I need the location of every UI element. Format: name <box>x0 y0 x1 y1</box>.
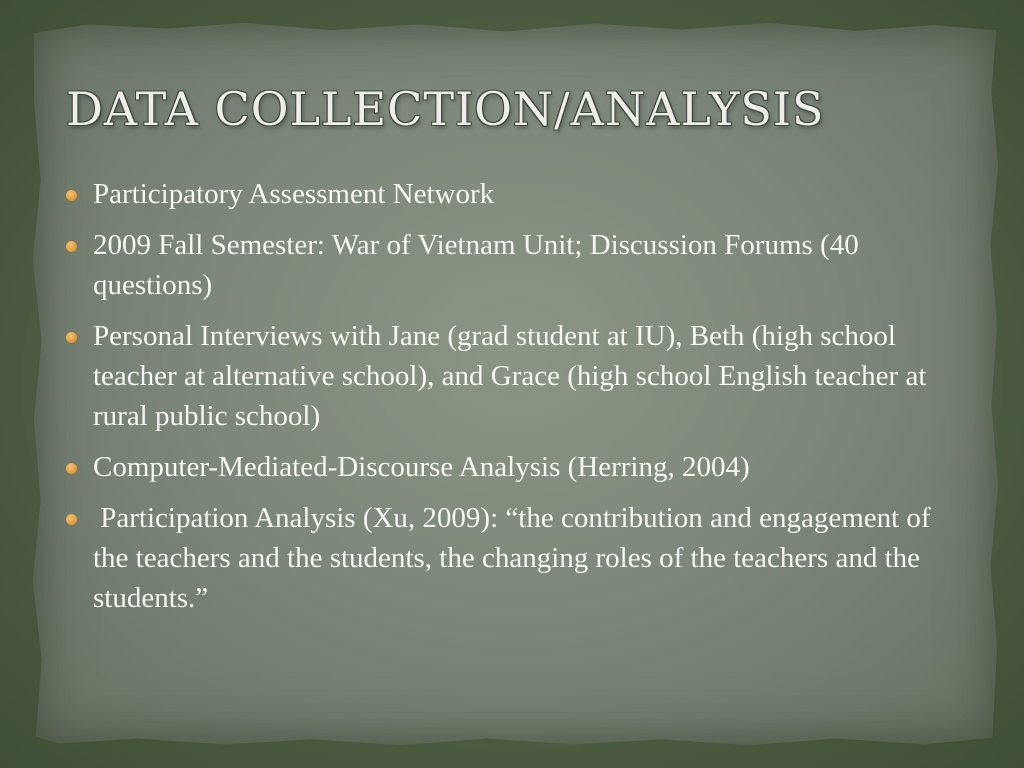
bullet-dot-icon <box>66 190 77 201</box>
bullet-text: Computer-Mediated-Discourse Analysis (Herring, 2004) <box>93 451 750 483</box>
bullet-item <box>66 498 966 618</box>
bullet-text: Personal Interviews with Jane (grad student at IU), Beth (high school teacher at alternative school), and Grace (high school English teacher at rural public school) <box>93 320 927 432</box>
bullet-text: 2009 Fall Semester: War of Vietnam Unit; Discussion Forums (40 questions) <box>93 229 859 301</box>
slide-title: DATA COLLECTION/ANALYSIS <box>66 82 825 136</box>
bullet-dot-icon <box>66 332 77 343</box>
bullet-text: Participation Analysis (Xu, 2009): “the contribution and engagement of the teachers and the students, the changing roles of the teachers and the students.” <box>93 502 938 614</box>
bullet-item <box>66 447 966 487</box>
bullet-text: Participatory Assessment Network <box>93 178 495 210</box>
bullet-item <box>66 174 966 214</box>
bullet-list <box>66 174 966 629</box>
bullet-item <box>66 225 966 305</box>
bullet-dot-icon <box>66 463 77 474</box>
bullet-dot-icon <box>66 241 77 252</box>
bullet-dot-icon <box>66 514 77 525</box>
bullet-item <box>66 316 966 436</box>
